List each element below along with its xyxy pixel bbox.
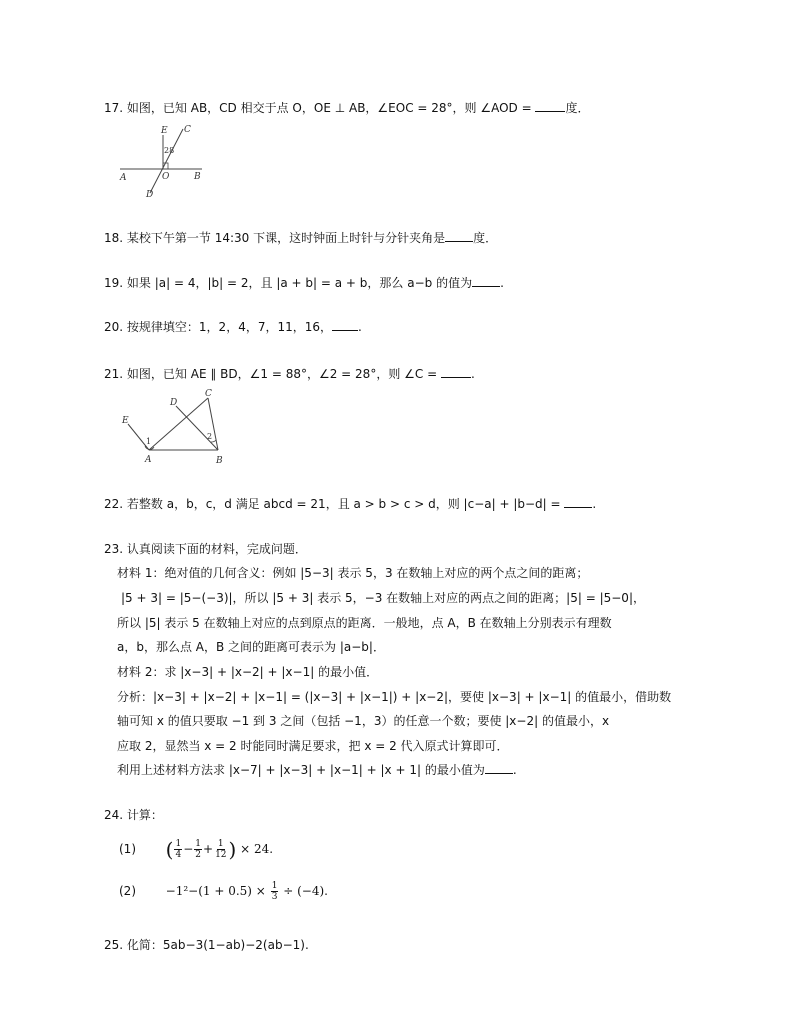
question-number: 19. [104, 276, 124, 290]
label-b: B [216, 456, 223, 466]
question-tail: 度． [473, 231, 498, 245]
question-number: 24. [104, 808, 124, 822]
label-c: C [205, 389, 212, 399]
part-2-label: (2) [119, 884, 136, 898]
question-19 [104, 274, 504, 292]
question-tail: . [500, 276, 504, 290]
part-1: (1) ( $\frac{1}{4}$ − $\frac{1}{2}$ + $\frac{1}{12}$ ) × 24. [119, 837, 274, 862]
question-tail: . [358, 320, 362, 334]
question-tail: . [470, 367, 475, 381]
question-text: 计算： [126, 808, 163, 822]
question-number: 20. [104, 320, 124, 334]
fraction: $\frac{1}{3}$ [271, 881, 278, 902]
question-number: 18. [104, 231, 124, 245]
question-number: 17. [104, 101, 124, 115]
label-o: O [162, 172, 170, 182]
question-text: 认真阅读下面的材料，完成问题． [126, 542, 307, 556]
segment-ac [149, 398, 208, 450]
fraction: $\frac{1}{2}$ [195, 839, 201, 860]
open-paren: ( [165, 837, 174, 862]
answer-blank[interactable] [441, 365, 471, 378]
question-18 [104, 229, 497, 247]
material-line-3: 所以 |5| 表示 5 在数轴上对应的点到原点的距离．一般地，点 A，B 在数轴上分别表示有理数 [117, 616, 612, 630]
fraction: $\frac{1}{4}$ [175, 839, 182, 860]
question-number: 22. [104, 497, 124, 511]
question-prompt-line [117, 761, 517, 779]
answer-blank[interactable] [445, 229, 473, 242]
label-b: B [194, 172, 201, 182]
answer-blank[interactable] [564, 495, 592, 508]
material-line-1: 材料 1：绝对值的几何含义：例如 |5−3| 表示 5，3 在数轴上对应的两个点之间的距离； [117, 566, 589, 580]
label-a: A [145, 455, 152, 465]
question-tail: 度． [565, 101, 590, 115]
question-text: 若整数 a，b，c，d 满足 abcd = 21，且 a > b > c > d，则 |c−a| + |b−d| = [126, 497, 565, 511]
answer-blank[interactable] [472, 274, 500, 287]
label-d: D [170, 398, 178, 408]
figure-q17-intersecting-lines [116, 123, 206, 199]
answer-blank[interactable] [485, 761, 513, 774]
question-tail: . [512, 763, 517, 777]
figure-q21-parallel-lines [116, 386, 234, 468]
label-angle-2: 2 [207, 432, 213, 441]
question-number: 23. [104, 542, 124, 556]
label-angle-1: 1 [146, 437, 152, 446]
label-c: C [184, 125, 191, 135]
question-24 [104, 806, 163, 824]
question-17 [104, 99, 590, 117]
question-text: 如图，已知 AB，CD 相交于点 O，OE ⊥ AB，∠EOC = 28°，则 ∠AOD = [126, 101, 536, 115]
label-a: A [120, 173, 127, 183]
material-line-2: |5 + 3| = |5−(−3)|，所以 |5 + 3| 表示 5，−3 在数轴上对应的两点之间的距离；|5| = |5−0|， [121, 591, 645, 605]
label-angle: 28 [164, 146, 175, 155]
part-1-label: (1) [119, 842, 136, 856]
analysis-line-1: 分析：|x−3| + |x−2| + |x−1| = (|x−3| + |x−1|) + |x−2|，要使 |x−3| + |x−1| 的值最小，借助数 [117, 690, 672, 704]
question-text: 如图，已知 AE ∥ BD，∠1 = 88°，∠2 = 28°，则 ∠C = [126, 367, 441, 381]
question-text: 按规律填空：1，2，4，7，11，16， [126, 320, 333, 334]
material-line-4: a，b，那么点 A，B 之间的距离可表示为 |a−b|． [117, 640, 385, 654]
fraction: $\frac{1}{12}$ [215, 839, 227, 860]
question-25 [104, 936, 309, 954]
answer-blank[interactable] [535, 99, 565, 112]
question-text: 如果 |a| = 4，|b| = 2，且 |a + b| = a + b，那么 a−b 的值为 [126, 276, 473, 290]
question-21 [104, 365, 475, 383]
label-e: E [122, 416, 129, 426]
line-cd [150, 129, 183, 193]
segment-db [176, 406, 218, 450]
question-23 [104, 540, 307, 558]
label-d: D [146, 190, 154, 199]
prompt-text: 利用上述材料方法求 |x−7| + |x−3| + |x−1| + |x + 1| 的最小值为 [117, 763, 485, 777]
question-number: 25. [104, 938, 124, 952]
label-e: E [161, 126, 168, 136]
analysis-line-2: 轴可知 x 的值只要取 −1 到 3 之间（包括 −1，3）的任意一个数；要使 |x−2| 的值最小，x [117, 714, 610, 728]
material-line-5: 材料 2：求 |x−3| + |x−2| + |x−1| 的最小值． [117, 665, 379, 679]
question-number: 21. [104, 367, 124, 381]
question-text: 化简：5ab−3(1−ab)−2(ab−1). [126, 938, 309, 952]
part-2: (2) −1²−(1 + 0.5) × $\frac{1}{3}$ ÷ (−4). [119, 881, 328, 902]
question-22 [104, 495, 596, 513]
analysis-line-3: 应取 2，显然当 x = 2 时能同时满足要求，把 x = 2 代入原式计算即可． [117, 739, 509, 753]
close-paren: ) [228, 837, 237, 862]
question-tail: . [592, 497, 597, 511]
question-20 [104, 318, 362, 336]
question-text: 某校下午第一节 14:30 下课，这时钟面上时针与分针夹角是 [126, 231, 446, 245]
answer-blank[interactable] [332, 318, 358, 331]
